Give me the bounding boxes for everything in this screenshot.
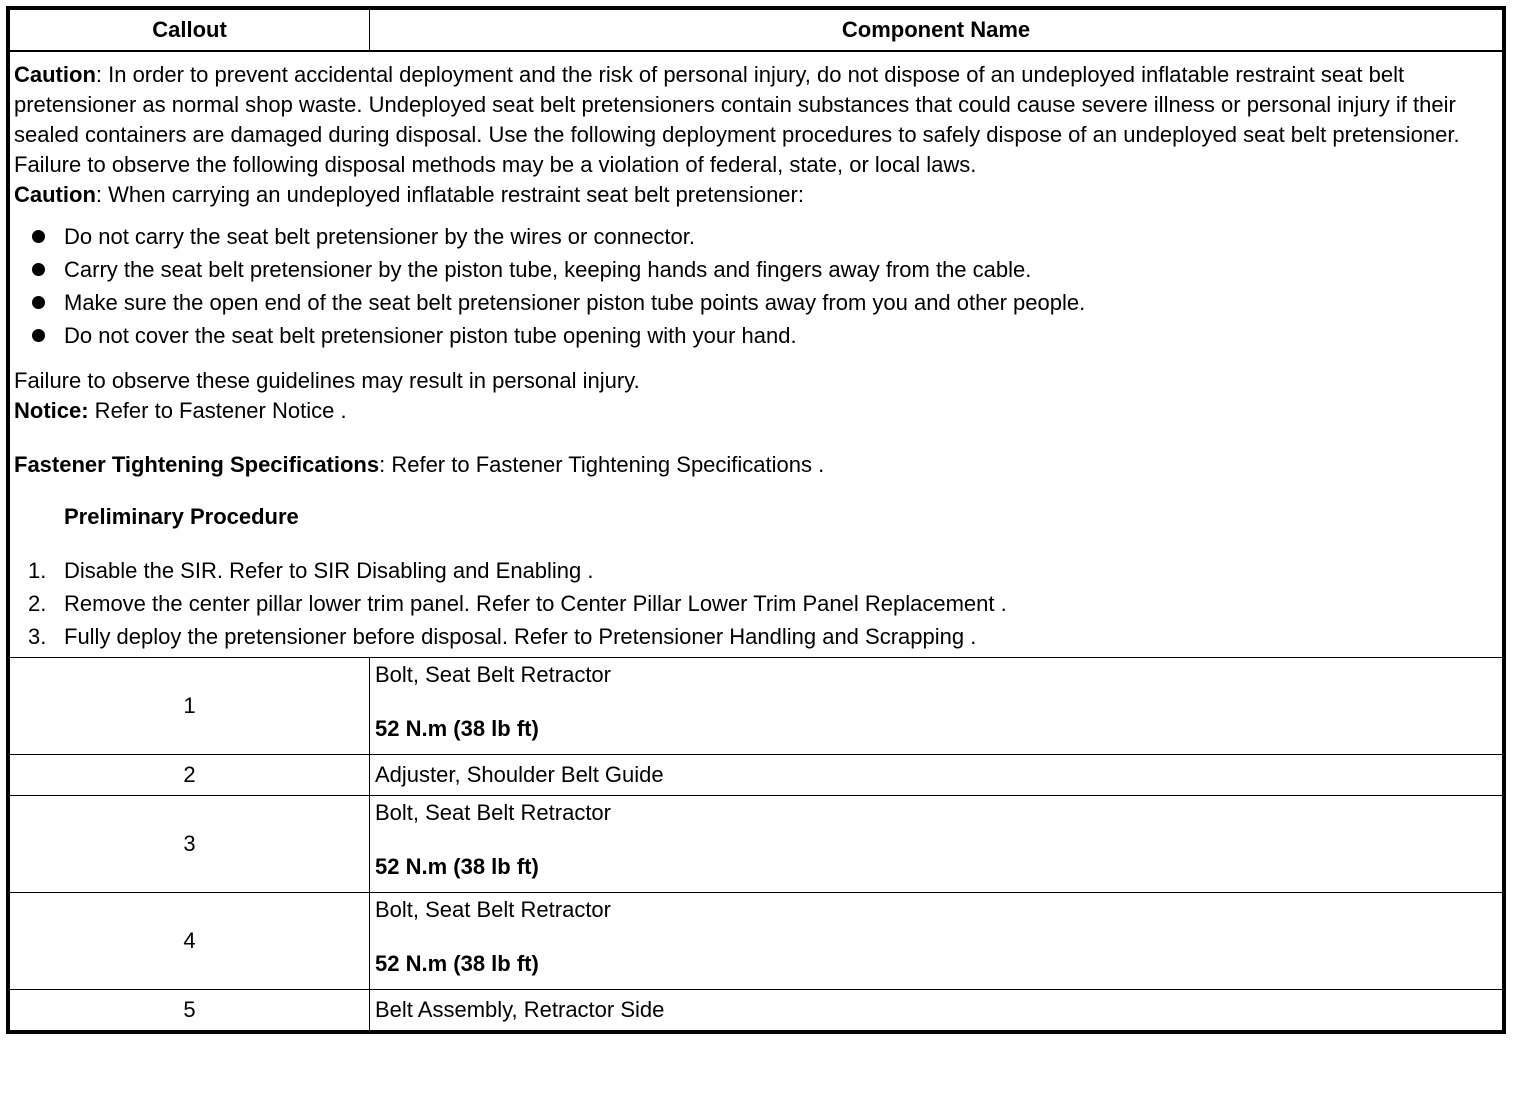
caution-paragraph-2 <box>14 180 1498 210</box>
component-name: Bolt, Seat Belt Retractor <box>375 897 611 922</box>
torque-spec: 52 N.m (38 lb ft) <box>375 716 539 741</box>
step-number: 3. <box>28 624 47 649</box>
header-row <box>10 10 1503 52</box>
notice-paragraph <box>14 396 1498 426</box>
table-row <box>10 755 1503 796</box>
table-row <box>10 658 1503 755</box>
component-cell <box>370 658 1503 755</box>
component-cell <box>370 796 1503 893</box>
step-text: Disable the SIR. Refer to SIR Disabling and Enabling . <box>64 558 594 583</box>
list-item <box>14 319 1498 352</box>
notice-text: Refer to Fastener Notice . <box>88 398 347 423</box>
callout-number: 1 <box>10 658 370 755</box>
component-table-frame <box>6 6 1506 1034</box>
list-item-text: Carry the seat belt pretensioner by the piston tube, keeping hands and fingers away from the cable. <box>64 257 1032 282</box>
step-text: Fully deploy the pretensioner before disposal. Refer to Pretensioner Handling and Scrapping . <box>64 624 977 649</box>
list-item <box>14 253 1498 286</box>
callout-number: 3 <box>10 796 370 893</box>
step-number: 2. <box>28 591 47 616</box>
bullet-icon <box>32 263 45 276</box>
header-callout: Callout <box>10 10 370 52</box>
callout-number: 5 <box>10 990 370 1031</box>
caution-paragraph-1 <box>14 60 1498 180</box>
step-number: 1. <box>28 558 47 583</box>
procedure-step <box>14 620 1498 653</box>
list-item-text: Make sure the open end of the seat belt pretensioner piston tube points away from you and other people. <box>64 290 1086 315</box>
fastener-spec-paragraph <box>14 450 1498 480</box>
notes-row <box>10 51 1503 658</box>
carry-guidelines-list <box>14 220 1498 352</box>
component-cell <box>370 893 1503 990</box>
component-name: Bolt, Seat Belt Retractor <box>375 662 611 687</box>
table-row <box>10 796 1503 893</box>
notes-cell <box>10 51 1503 658</box>
caution-text: : In order to prevent accidental deployment and the risk of personal injury, do not dispose of an undeployed inflatable restraint seat belt pretensioner as normal shop waste. Undeployed seat belt pretensioners contain substances that could cause severe illness or personal injury if their sealed containers are damaged during disposal. Use the following deployment procedures to safely dispose of an undeployed seat belt pretensioner. Failure to observe the following disposal methods may be a violation of federal, state, or local laws. <box>14 62 1460 177</box>
component-table <box>9 9 1503 1031</box>
table-row <box>10 990 1503 1031</box>
torque-spec: 52 N.m (38 lb ft) <box>375 951 539 976</box>
notice-label: Notice: <box>14 398 89 423</box>
list-item <box>14 220 1498 253</box>
component-cell <box>370 990 1503 1031</box>
procedure-step <box>14 587 1498 620</box>
component-name: Bolt, Seat Belt Retractor <box>375 800 611 825</box>
procedure-steps <box>14 554 1498 653</box>
component-name: Belt Assembly, Retractor Side <box>375 997 665 1022</box>
fastener-spec-text: : Refer to Fastener Tightening Specifications . <box>379 452 825 477</box>
preliminary-procedure-heading: Preliminary Procedure <box>64 504 299 529</box>
failure-warning: Failure to observe these guidelines may result in personal injury. <box>14 368 640 393</box>
bullet-icon <box>32 329 45 342</box>
bullet-icon <box>32 230 45 243</box>
list-item-text: Do not carry the seat belt pretensioner by the wires or connector. <box>64 224 695 249</box>
torque-spec: 52 N.m (38 lb ft) <box>375 854 539 879</box>
procedure-step <box>14 554 1498 587</box>
fastener-spec-label: Fastener Tightening Specifications <box>14 452 380 477</box>
callout-number: 4 <box>10 893 370 990</box>
callout-number: 2 <box>10 755 370 796</box>
step-text: Remove the center pillar lower trim panel. Refer to Center Pillar Lower Trim Panel Replacement . <box>64 591 1007 616</box>
caution-label: Caution <box>14 62 96 87</box>
header-component-name: Component Name <box>370 10 1503 52</box>
caution-label: Caution <box>14 182 96 207</box>
component-cell <box>370 755 1503 796</box>
list-item-text: Do not cover the seat belt pretensioner piston tube opening with your hand. <box>64 323 797 348</box>
component-name: Adjuster, Shoulder Belt Guide <box>375 762 664 787</box>
caution-text: : When carrying an undeployed inflatable restraint seat belt pretensioner: <box>95 182 804 207</box>
list-item <box>14 286 1498 319</box>
table-row <box>10 893 1503 990</box>
bullet-icon <box>32 296 45 309</box>
